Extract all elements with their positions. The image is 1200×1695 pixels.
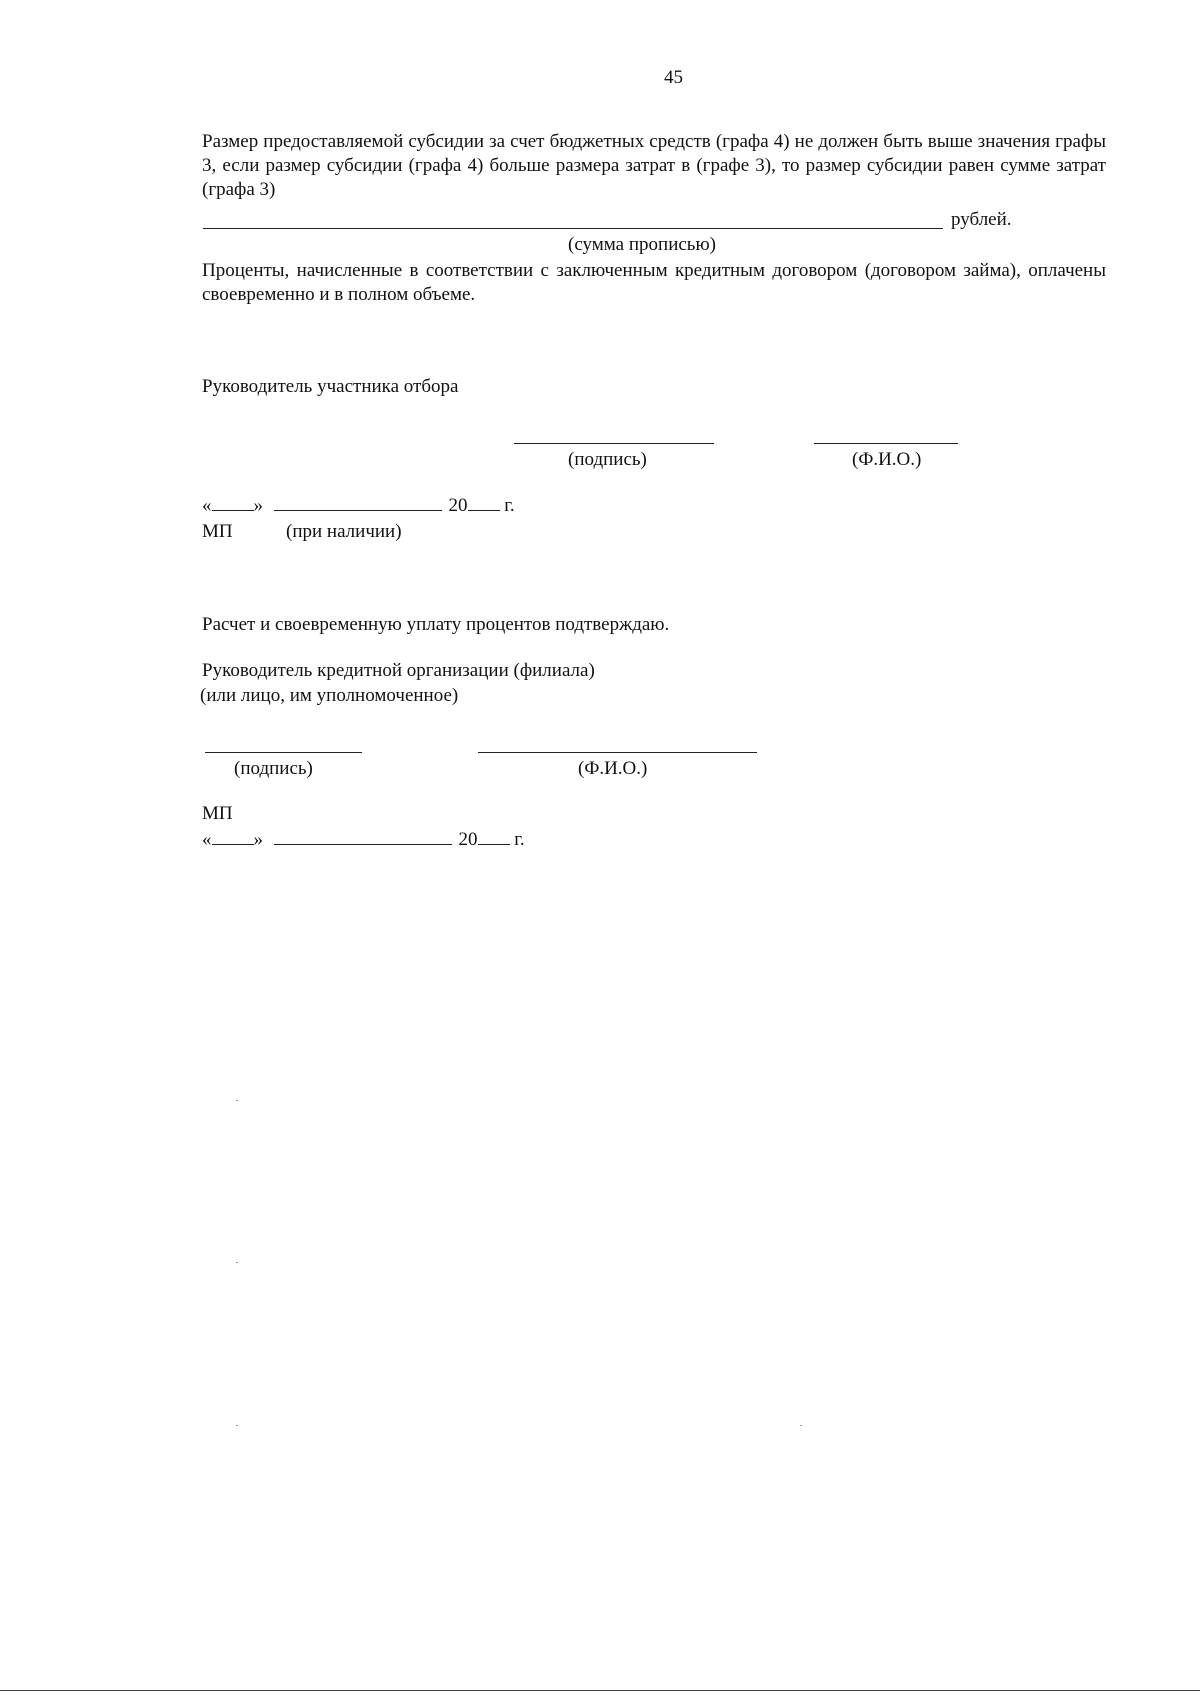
date-open-quote: « — [202, 829, 212, 850]
date-day-blank[interactable] — [212, 494, 254, 511]
participant-date-line — [202, 494, 515, 518]
date-close-quote: » — [253, 829, 263, 850]
amount-unit-label: рублей. — [951, 209, 1012, 230]
date-year-suffix: г. — [504, 495, 515, 516]
bank-name-caption: (Ф.И.О.) — [578, 758, 648, 779]
date-year-suffix: г. — [514, 829, 525, 850]
amount-in-words-line[interactable] — [203, 228, 943, 229]
date-open-quote: « — [202, 495, 212, 516]
participant-signature-caption: (подпись) — [568, 449, 647, 470]
scan-speck — [800, 1425, 802, 1426]
participant-head-label: Руководитель участника отбора — [202, 376, 459, 397]
subsidy-size-paragraph: Размер предоставляемой субсидии за счет бюджетных средств (графа 4) не должен быть выше значения графы 3, если размер субсидии (графа 4) больше размера затрат в (графе 3), то размер субсидии равен сумме затрат (графа 3) — [202, 131, 1106, 200]
participant-name-caption: (Ф.И.О.) — [852, 449, 922, 470]
bank-signature-line[interactable] — [205, 752, 362, 753]
bank-name-line[interactable] — [478, 752, 757, 753]
amount-in-words-caption: (сумма прописью) — [568, 234, 716, 255]
date-month-blank[interactable] — [274, 494, 442, 511]
bank-head-label: Руководитель кредитной организации (филиала) — [202, 660, 595, 681]
bank-authorized-person-label: (или лицо, им уполномоченное) — [200, 685, 459, 706]
interest-confirmation-text: Расчет и своевременную уплату процентов подтверждаю. — [202, 614, 670, 635]
date-year-prefix: 20 — [458, 829, 478, 850]
participant-name-line[interactable] — [814, 443, 958, 444]
bank-date-line — [202, 828, 525, 852]
page-number: 45 — [664, 67, 683, 88]
bank-seal-label: МП — [202, 803, 233, 824]
bank-signature-caption: (подпись) — [234, 758, 313, 779]
scan-bottom-edge — [0, 1690, 1200, 1691]
participant-seal-label: МП — [202, 521, 233, 542]
participant-signature-line[interactable] — [514, 443, 714, 444]
date-year-blank[interactable] — [478, 828, 510, 845]
date-close-quote: » — [253, 495, 263, 516]
scan-speck — [236, 1425, 238, 1426]
date-year-blank[interactable] — [468, 494, 500, 511]
date-month-blank[interactable] — [274, 828, 452, 845]
date-year-prefix: 20 — [448, 495, 468, 516]
scan-speck — [236, 1262, 238, 1263]
scan-speck — [236, 1100, 238, 1101]
participant-seal-note: (при наличии) — [286, 521, 402, 542]
interest-paid-paragraph: Проценты, начисленные в соответствии с заключенным кредитным договором (договором займа), оплачены своевременно и в полном объеме. — [202, 260, 1106, 305]
date-day-blank[interactable] — [212, 828, 254, 845]
